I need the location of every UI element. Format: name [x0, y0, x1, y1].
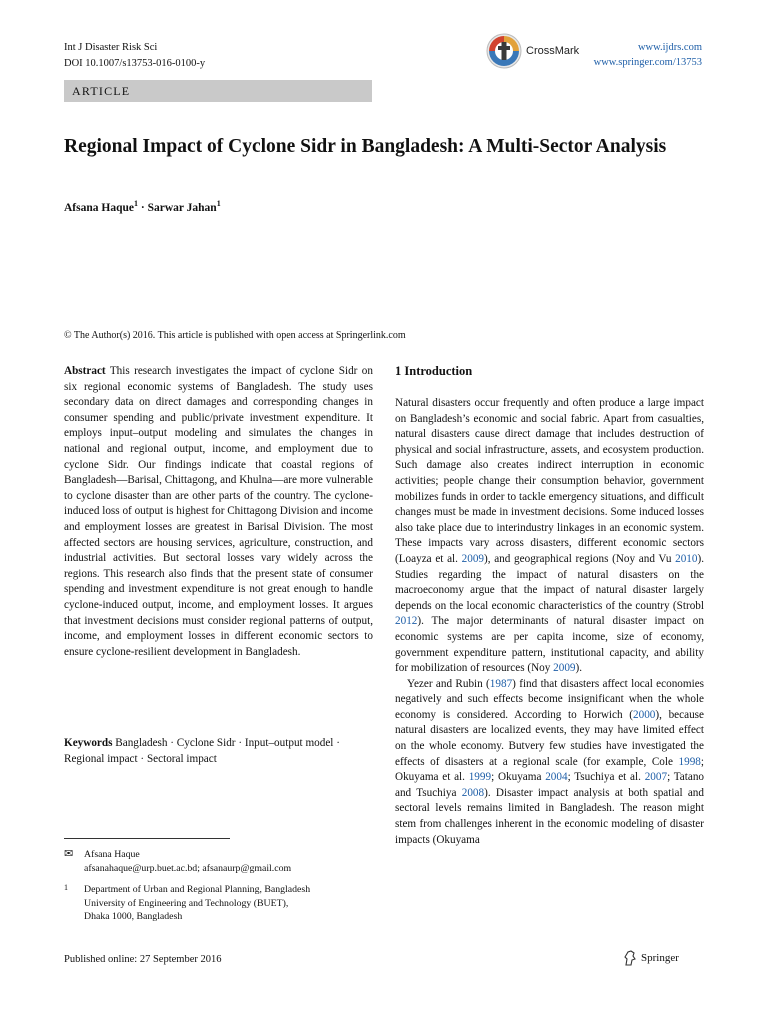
journal-url[interactable]: www.ijdrs.com	[637, 42, 702, 53]
journal-name: Int J Disaster Risk Sci	[64, 42, 158, 53]
paragraph: Natural disasters occur frequently and often produce a large impact on Bangladesh’s economic and social fabric. Apart from casualties, natural disasters cause direct damage that includes destruction of physical and social infrastructure, assets, and ecosystem production. Such damage also creates indirect interruption in economic activities; people change their consumption behavior, government mobilizes funds in order to tackle emergency situations, and difficult changes must be made in investment decisions. Some induced losses also take place due to interindustry linkages in an economic system. These impacts vary across disasters, different economic sectors (Loayza et al. 2009), and geographical regions (Noy and Vu 2010). Studies regarding the impact of natural disasters on the macroeconomy argue that the impact of natural disaster largely depends on the local economic characteristics of the country (Strobl 2012). The major determinants of natural disaster impact on economic systems are per capita income, size of economy, government expenditure pattern, institutional capacity, and ability for mobilization of resources (Noy 2009).	[395, 397, 705, 675]
keywords	[64, 736, 373, 767]
affiliation-marker: 1	[216, 199, 221, 209]
citation-link[interactable]: 2009	[553, 662, 576, 675]
affiliation-line: Dhaka 1000, Bangladesh	[84, 911, 183, 922]
corresponding-author	[64, 848, 384, 878]
author-name[interactable]: Sarwar Jahan	[147, 202, 217, 214]
citation-link[interactable]: 2000	[633, 708, 656, 721]
author-name[interactable]: Afsana Haque	[64, 202, 134, 214]
affiliation-number: 1	[64, 883, 68, 892]
abstract	[64, 364, 373, 660]
envelope-icon: ✉	[64, 848, 74, 860]
citation-link[interactable]: 2008	[461, 786, 485, 799]
crossmark-badge[interactable]	[486, 33, 579, 69]
citation-link[interactable]: 2009	[461, 552, 485, 565]
keywords-label: Keywords	[64, 737, 113, 749]
crossmark-label: CrossMark	[526, 45, 580, 57]
springer-url[interactable]: www.springer.com/13753	[593, 57, 702, 68]
affiliation-line: University of Engineering and Technology (BUET),	[84, 897, 289, 909]
citation-link[interactable]: 1999	[468, 771, 492, 784]
springer-wordmark: Springer	[641, 952, 679, 964]
author-separator: ·	[137, 202, 148, 214]
doi: DOI 10.1007/s13753-016-0100-y	[64, 58, 206, 69]
citation-link[interactable]: 2004	[545, 771, 568, 784]
footnote-divider	[64, 838, 230, 839]
citation-link[interactable]: 2010	[675, 552, 698, 565]
introduction-body	[395, 396, 704, 848]
springer-horse-icon	[623, 950, 637, 966]
copyright-line: © The Author(s) 2016. This article is published with open access at Springerlink.com	[64, 330, 406, 341]
authors	[64, 199, 221, 214]
corresponding-name: Afsana Haque	[84, 849, 140, 860]
abstract-label: Abstract	[64, 365, 106, 377]
affiliation-line: Department of Urban and Regional Planning, Bangladesh	[84, 884, 311, 895]
springer-logo	[623, 950, 679, 966]
citation-link[interactable]: 1998	[678, 755, 701, 768]
published-date: Published online: 27 September 2016	[64, 954, 222, 965]
citation-link[interactable]: 2007	[644, 771, 668, 784]
citation-link[interactable]: 2012	[395, 615, 418, 628]
keywords-text: Bangladesh · Cyclone Sidr · Input–output model · Regional impact · Sectoral impact	[64, 737, 340, 765]
abstract-text: This research investigates the impact of cyclone Sidr on six regional economic systems of Bangladesh. The study uses secondary data on direct damages and corresponding changes in consumer spending and public/private investment expenditure. It employs input–output modeling and simulates the changes in national and regional output, income, and employment due to cyclone Sidr. Our findings indicate that coastal regions of Bangladesh—Barisal, Chittagong, and Khulna—are more vulnerable to cyclone disaster than are other parts of the country. The cyclone-induced loss of output is highest for Chittagong Division and income and employment losses are greatest in Barisal Division. The most affected sectors are housing services, agriculture, construction, and industrial activities. But sectoral losses vary widely across the regions. This research also finds that the present state of consumer spending and investment expenditure is not great enough to handle cyclone-induced output, income, and employment losses. It argues that investment decisions must consider regional patterns of output, income, and employment losses in different economic sectors to ensure cyclone-resilient development in Bangladesh.	[64, 365, 373, 658]
corresponding-emails[interactable]: afsanahaque@urp.buet.ac.bd; afsanaurp@gmail.com	[84, 862, 292, 874]
citation-link[interactable]: 1987	[489, 677, 513, 690]
article-type-band: ARTICLE	[64, 80, 372, 102]
affiliation-marker: 1	[133, 199, 138, 209]
section-heading: 1 Introduction	[395, 364, 473, 378]
crossmark-icon	[486, 33, 522, 69]
paper-title: Regional Impact of Cyclone Sidr in Bangladesh: A Multi-Sector Analysis	[64, 136, 667, 157]
paragraph: Yezer and Rubin (1987) find that disasters affect local economies negatively and such effects become insignificant when the whole economy is considered. According to Horwich (2000), because natural disasters are localized events, they may have limited effect on the whole economy. Butvery few studies have investigated the effects of disasters at a regional scale (for example, Cole 1998; Okuyama et al. 1999; Okuyama 2004; Tsuchiya et al. 2007; Tatano and Tsuchiya 2008). Disaster impact analysis at both spatial and sectoral levels remains limited in Bangladesh. The reason might stem from challenges inherent in the economic modeling of disaster impacts (Okuyama	[395, 677, 705, 846]
affiliation	[64, 883, 384, 928]
